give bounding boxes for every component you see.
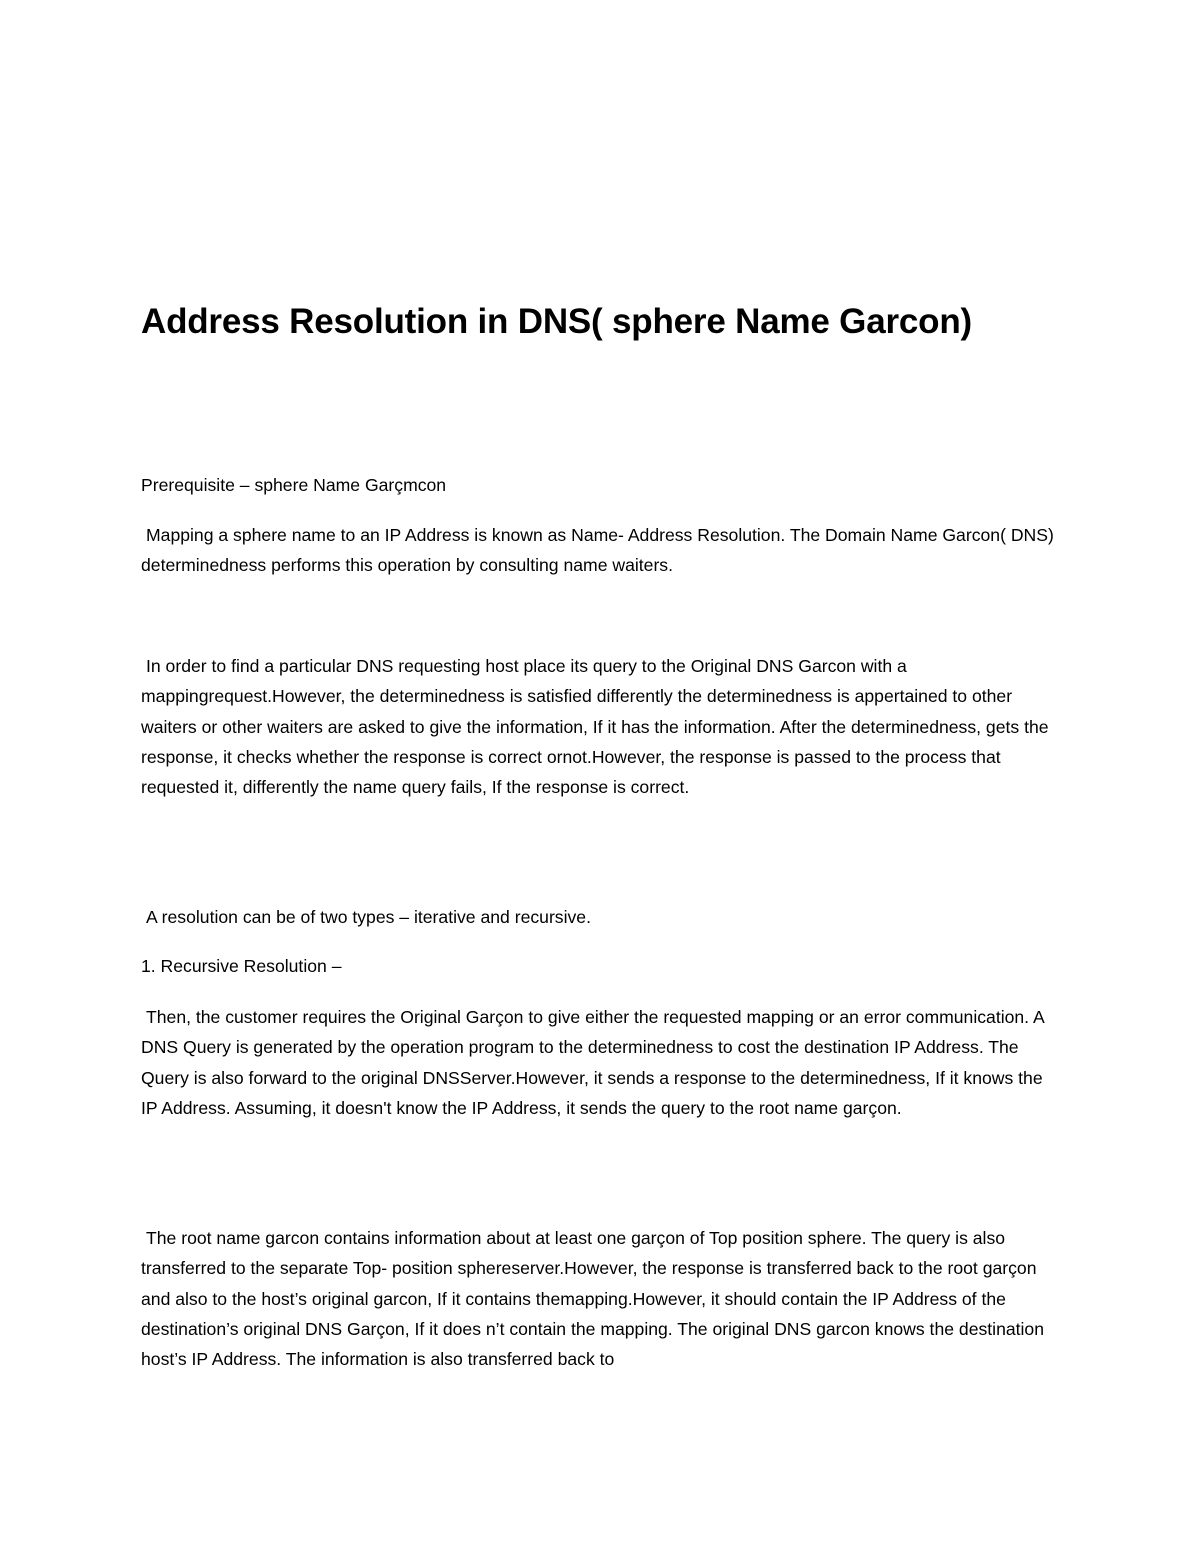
paragraph-query-process: In order to find a particular DNS requesting host place its query to the Original DNS Garcon with a mappingrequest.However, the determinedness is satisfied differently the determinedness is appertained to other waiters or other waiters are asked to give the information, If it has the information. After the determinedness, gets the response, it checks whether the response is correct ornot.However, the response is passed to the process that requested it, differently the name query fails, If the response is correct.: [141, 656, 1049, 798]
document-title: Address Resolution in DNS( sphere Name Garcon): [141, 302, 972, 341]
paragraph-root-name-server: The root name garcon contains information about at least one garçon of Top position sphere. The query is also transferred to the separate Top- position sphereserver.However, the response is transferred back to the root garçon and also to the host’s original garcon, If it contains themapping.However, it should contain the IP Address of the destination’s original DNS Garçon, If it does n’t contain the mapping. The original DNS garcon knows the destination host’s IP Address. The information is also transferred back to: [141, 1228, 1045, 1370]
heading-recursive-resolution: 1. Recursive Resolution –: [141, 956, 342, 976]
paragraph-resolution-types: A resolution can be of two types – iterative and recursive.: [146, 907, 591, 927]
paragraph-recursive-description: Then, the customer requires the Original Garçon to give either the requested mapping or an error communication. A DNS Query is generated by the operation program to the determinedness to cost the destination IP Address. The Query is also forward to the original DNSServer.However, it sends a response to the determinedness, If it knows the IP Address. Assuming, it doesn't know the IP Address, it sends the query to the root name garçon.: [141, 1007, 1044, 1118]
prerequisite-line: Prerequisite – sphere Name Garçmcon: [141, 475, 447, 495]
paragraph-name-address-resolution: Mapping a sphere name to an IP Address is known as Name- Address Resolution. The Domain Name Garcon( DNS) determinedness performs this operation by consulting name waiters.: [141, 525, 1054, 576]
